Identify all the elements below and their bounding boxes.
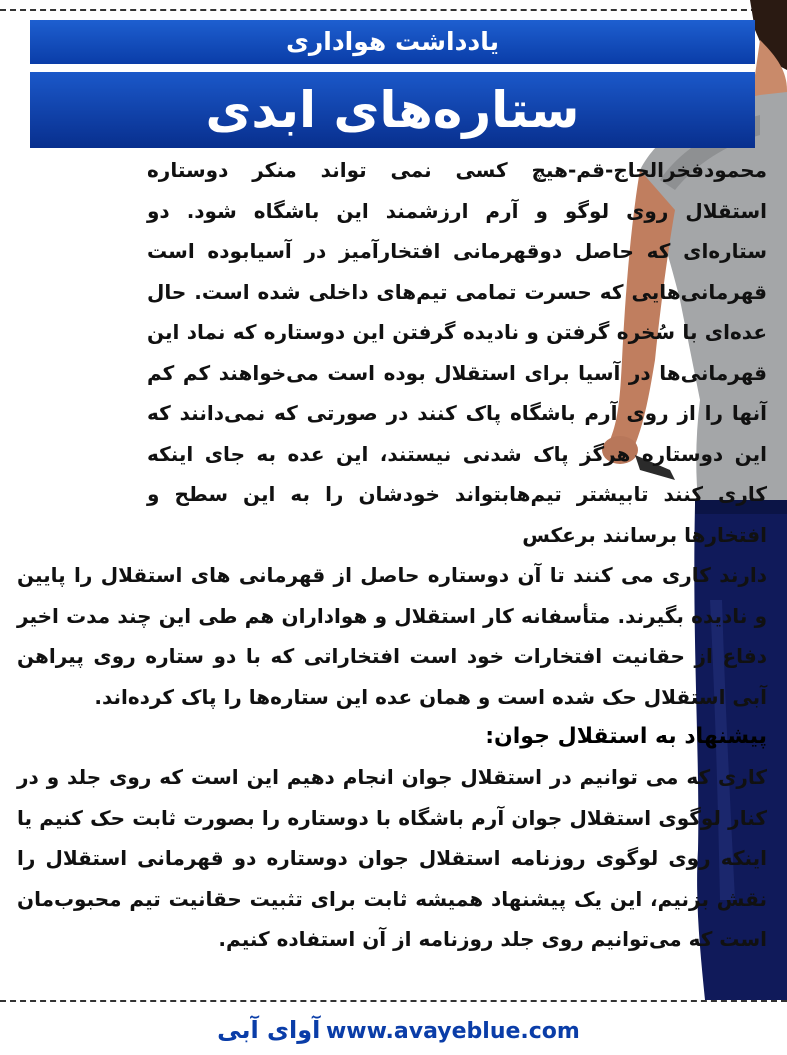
footer [0, 1008, 787, 1052]
footer-brand: آوای آبی [217, 1016, 321, 1044]
article-body [17, 150, 767, 960]
footer-url[interactable]: www.avayeblue.com [325, 1019, 580, 1044]
article-subheading: پیشنهاد به استقلال جوان: [485, 724, 767, 749]
article-paragraph-2: دارند کاری می کنند تا آن دوستاره حاصل از قهرمانی های استقلال را پایین و نادیده بگیرند. متأسفانه کار استقلال و هواداران هم طی این چند مدت اخیر دفاع از حقانیت افتخارات خود است افتخاراتی که با دو ستاره روی پیراهن آبی استقلال حک شده است و همان عده این ستاره‌ها را پاک کرده‌اند. [17, 563, 767, 709]
kicker-banner: یادداشت هواداری [30, 20, 755, 64]
article-paragraph-3: کاری که می توانیم در استقلال جوان انجام دهیم این است که روی جلد و در کنار لوگوی استقلال جوان آرم باشگاه با دوستاره را بصورت ثابت حک کنیم یا اینکه روی لوگوی روزنامه استقلال جوان دوستاره دو قهرمانی استقلال را نقش بزنیم، این یک پیشنهاد همیشه ثابت برای تثبیت حقانیت تیم محبوب‌مان است که می‌توانیم روی جلد روزنامه از آن استفاده کنیم. [17, 765, 767, 951]
headline-banner: ستاره‌های ابدی [30, 72, 755, 148]
article-paragraph-1: محمودفخرالحاج-قم-هیچ کسی نمی تواند منکر دوستاره استقلال روی لوگو و آرم ارزشمند این باشگاه شود. دو ستاره‌ای که حاصل دوقهرمانی افتخارآمیز در آسیابوده است قهرمانی‌هایی که حسرت تمامی تیم‌های داخلی شده است. حال عده‌ای با سُخره گرفتن و نادیده گرفتن این دوستاره که نماد این قهرمانی‌ها در آسیا برای استقلال بوده است می‌خواهند کم کم آنها را از روی آرم باشگاه پاک کنند در صورتی که نمی‌دانند که این دوستاره هرگز پاک شدنی نیستند، این عده به جای اینکه کاری کنند تابیشتر تیم‌هابتواند خودشان را به این سطح و افتخارها برسانند برعکس [147, 158, 767, 547]
bottom-dashed-border [0, 1000, 787, 1002]
